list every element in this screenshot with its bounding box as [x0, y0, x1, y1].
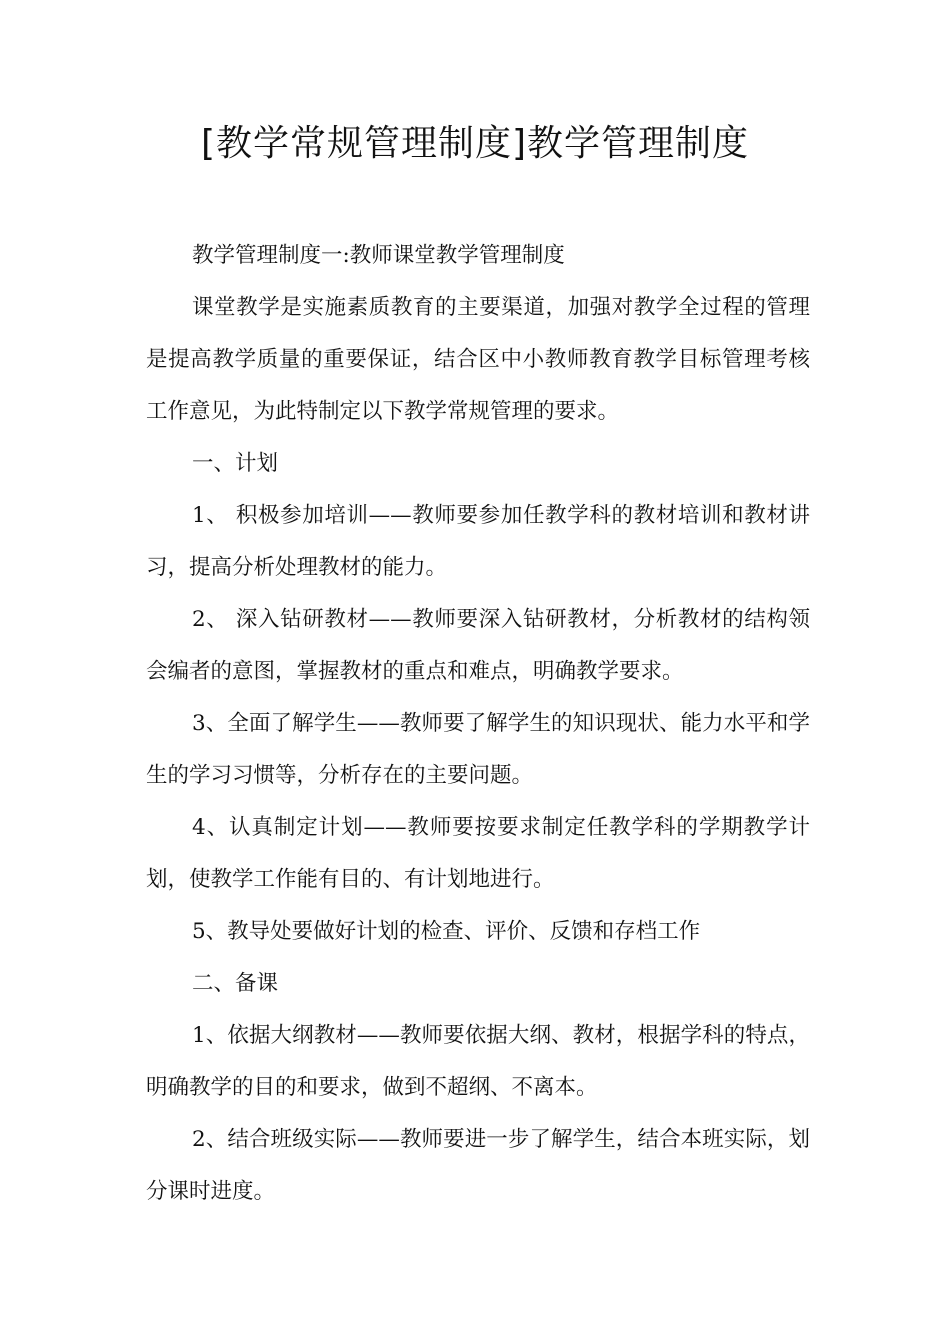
section-heading-plan: 一、计划	[192, 451, 279, 476]
paragraph-plan-item-4: 4、认真制定计划——教师要按要求制定任教学科的学期教学计划，使教学工作能有目的、有计划地进行。	[146, 815, 810, 892]
paragraph-prep-item-1: 1、依据大纲教材——教师要依据大纲、教材，根据学科的特点，明确教学的目的和要求，做到不超纲、不离本。	[146, 1023, 810, 1100]
document-title: [教学常规管理制度]教学管理制度	[200, 123, 750, 164]
paragraph-plan-item-1: 1、 积极参加培训——教师要参加任教学科的教材培训和教材讲习，提高分析处理教材的能力。	[146, 503, 810, 580]
document-body	[146, 230, 810, 1218]
paragraph-plan-item-2: 2、 深入钻研教材——教师要深入钻研教材，分析教材的结构领会编者的意图，掌握教材的重点和难点，明确教学要求。	[146, 607, 810, 684]
paragraph-intro: 课堂教学是实施素质教育的主要渠道，加强对教学全过程的管理是提高教学质量的重要保证，结合区中小教师教育教学目标管理考核工作意见，为此特制定以下教学常规管理的要求。	[146, 295, 810, 424]
paragraph-plan-item-5: 5、教导处要做好计划的检查、评价、反馈和存档工作	[192, 919, 701, 944]
paragraph-prep-item-2: 2、结合班级实际——教师要进一步了解学生，结合本班实际，划分课时进度。	[146, 1127, 810, 1204]
paragraph-plan-item-3: 3、全面了解学生——教师要了解学生的知识现状、能力水平和学生的学习习惯等，分析存在的主要问题。	[146, 711, 810, 788]
paragraph-heading-system-one: 教学管理制度一:教师课堂教学管理制度	[192, 243, 565, 268]
section-heading-lesson-prep: 二、备课	[192, 971, 279, 996]
